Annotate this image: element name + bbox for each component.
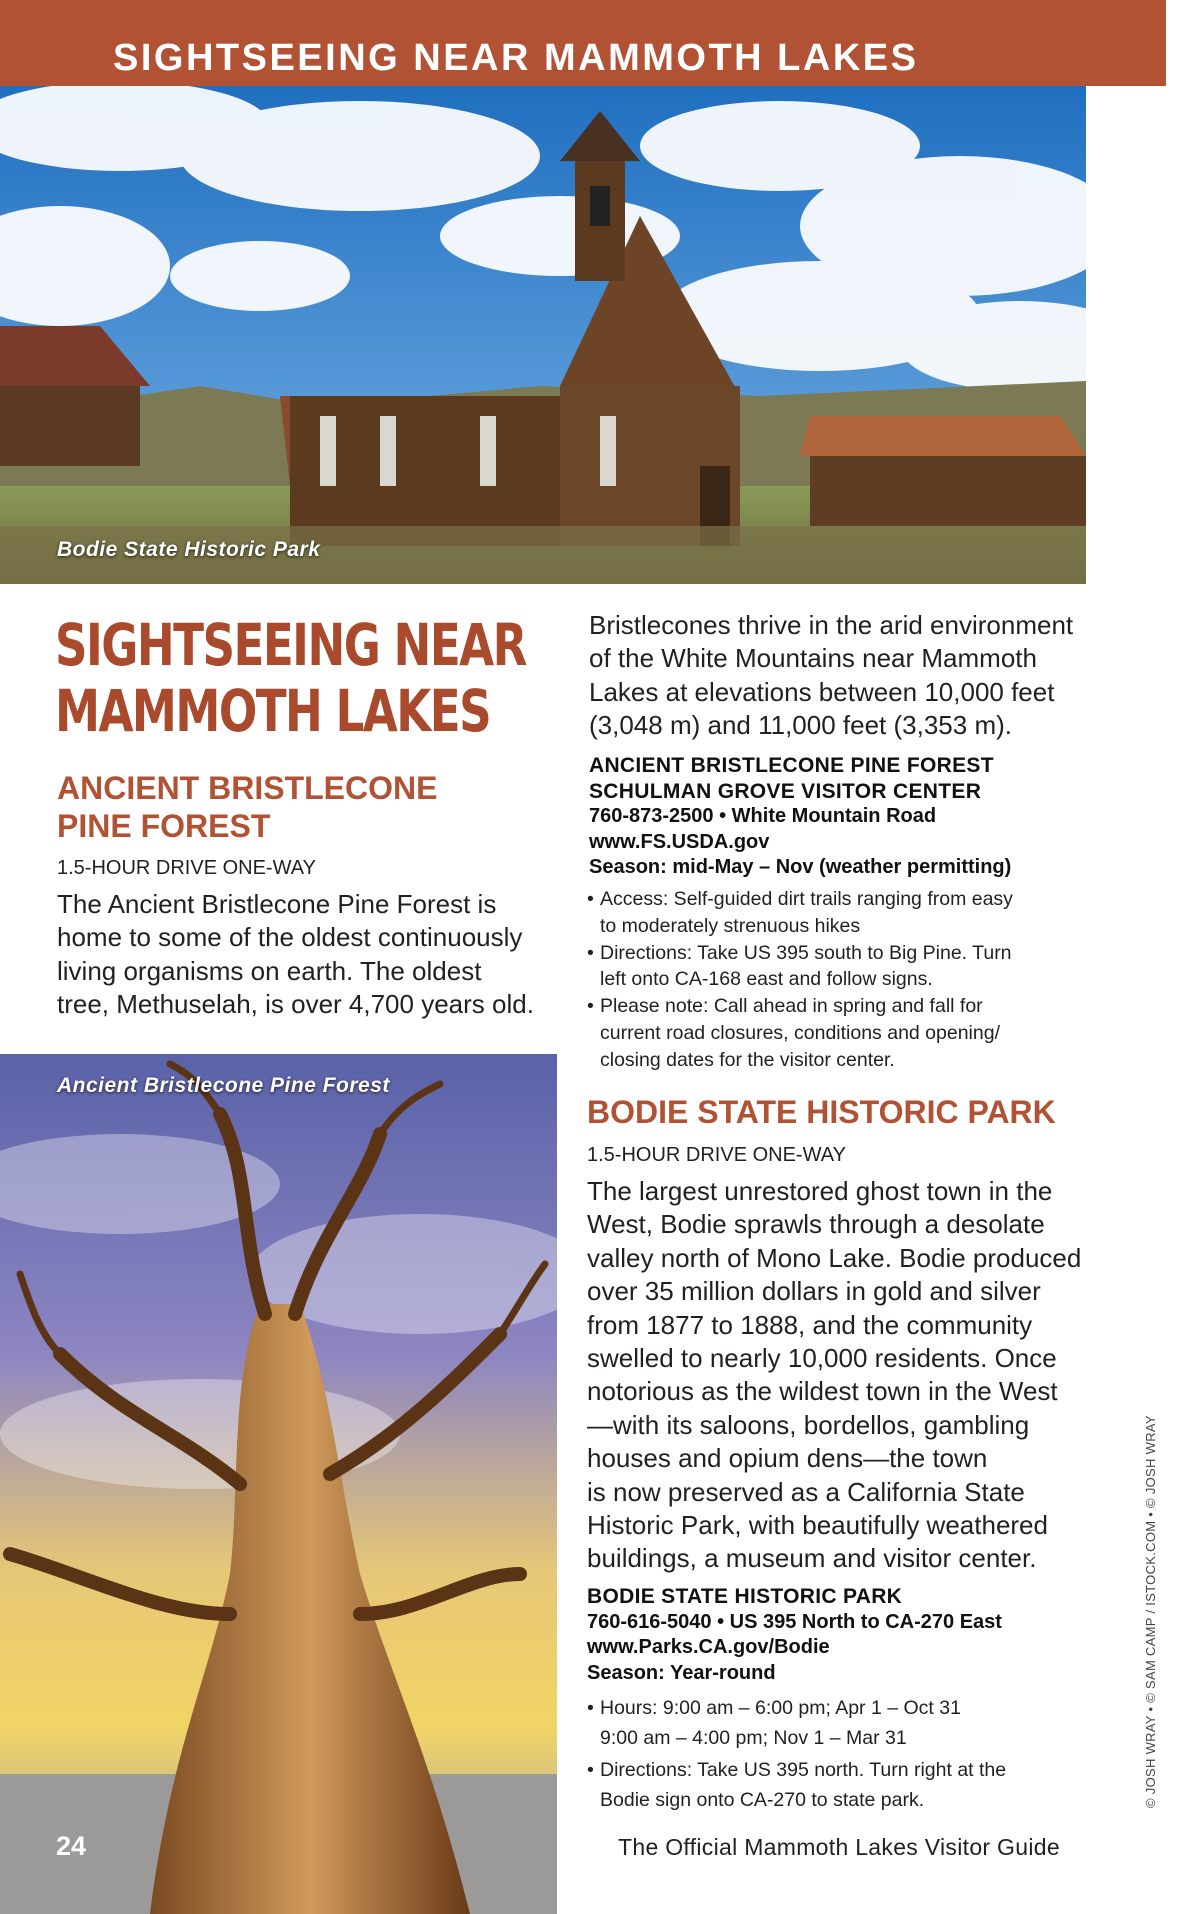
bristlecone-info-name-2: SCHULMAN GROVE VISITOR CENTER	[589, 779, 982, 803]
body-line: swelled to nearly 10,000 residents. Once	[587, 1343, 1057, 1374]
bodie-drive-time: 1.5-HOUR DRIVE ONE-WAY	[587, 1144, 846, 1166]
list-item	[587, 993, 1013, 1073]
bullet-line: to moderately strenuous hikes	[600, 914, 861, 937]
body-line: of the White Mountains near Mammoth	[589, 643, 1037, 674]
bullet-line: • Directions: Take US 395 south to Big Pine. Turn	[600, 941, 1012, 964]
body-line: buildings, a museum and visitor center.	[587, 1543, 1037, 1574]
bullet-line: 9:00 am – 4:00 pm; Nov 1 – Mar 31	[600, 1727, 907, 1749]
bristlecone-info-name-1: ANCIENT BRISTLECONE PINE FOREST	[589, 754, 994, 777]
body-line: West, Bodie sprawls through a desolate	[587, 1209, 1045, 1240]
bristlecone-heading-line-2: PINE FOREST	[57, 808, 271, 844]
body-line: home to some of the oldest continuously	[57, 922, 523, 953]
pine-photo-caption: Ancient Bristlecone Pine Forest	[57, 1074, 390, 1097]
bullet-line: Bodie sign onto CA-270 to state park.	[600, 1789, 925, 1811]
body-line: from 1877 to 1888, and the community	[587, 1309, 1033, 1340]
bristlecone-bullet-list	[587, 886, 1013, 1074]
bodie-bullet-list	[587, 1693, 1006, 1815]
page-title-line-1: SIGHTSEEING NEAR	[55, 611, 526, 679]
body-line: notorious as the wildest town in the West	[587, 1376, 1058, 1407]
bristlecone-body-continued	[589, 609, 1073, 743]
photo-credit: © JOSH WRAY • © SAM CAMP / ISTOCK.COM • © JOSH WRAY	[1143, 1415, 1158, 1808]
bristlecone-pine-photo	[0, 1054, 557, 1914]
list-item	[587, 940, 1013, 994]
banner-title: SIGHTSEEING NEAR MAMMOTH LAKES	[113, 37, 919, 79]
bristlecone-phone-address: 760-873-2500 • White Mountain Road	[589, 805, 937, 827]
bristlecone-season: Season: mid-May – Nov (weather permitting)	[589, 856, 1012, 878]
page-title-line-2: MAMMOTH LAKES	[55, 677, 491, 745]
bodie-info-block	[587, 1584, 1002, 1686]
bodie-body	[587, 1175, 1081, 1576]
bristlecone-heading	[57, 769, 437, 845]
bristlecone-heading-line-1: ANCIENT BRISTLECONE	[57, 770, 438, 806]
bristlecone-drive-time: 1.5-HOUR DRIVE ONE-WAY	[57, 857, 316, 879]
bodie-website-link[interactable]: www.Parks.CA.gov/Bodie	[587, 1636, 830, 1658]
bullet-line: • Hours: 9:00 am – 6:00 pm; Apr 1 – Oct 31	[600, 1697, 961, 1719]
body-line: The Ancient Bristlecone Pine Forest is	[57, 889, 497, 919]
body-line: tree, Methuselah, is over 4,700 years old.	[57, 989, 534, 1020]
body-line: valley north of Mono Lake. Bodie produced	[587, 1242, 1082, 1273]
body-line: Lakes at elevations between 10,000 feet	[589, 676, 1055, 707]
bristlecone-info-block	[589, 753, 1011, 881]
body-line: houses and opium dens—the town	[587, 1443, 988, 1474]
body-line: is now preserved as a California State	[587, 1476, 1025, 1507]
bodie-church-photo	[0, 86, 1086, 584]
footer-title: The Official Mammoth Lakes Visitor Guide	[618, 1834, 1060, 1860]
bristlecone-body	[57, 888, 534, 1022]
body-line: living organisms on earth. The oldest	[57, 955, 482, 986]
bodie-phone-address: 760-616-5040 • US 395 North to CA-270 East	[587, 1610, 1002, 1633]
bodie-photo-caption: Bodie State Historic Park	[57, 538, 321, 561]
body-line: —with its saloons, bordellos, gambling	[587, 1409, 1030, 1440]
bullet-line: • Please note: Call ahead in spring and fall for	[600, 995, 983, 1018]
bodie-season: Season: Year-round	[587, 1661, 776, 1684]
header-banner	[0, 0, 1166, 86]
bullet-line: current road closures, conditions and opening/	[600, 1021, 1000, 1044]
bullet-line: closing dates for the visitor center.	[600, 1048, 895, 1071]
list-item	[587, 1755, 1006, 1815]
bodie-info-name: BODIE STATE HISTORIC PARK	[587, 1585, 903, 1608]
bullet-line: • Access: Self-guided dirt trails ranging from easy	[600, 888, 1013, 910]
body-line: The largest unrestored ghost town in the	[587, 1176, 1053, 1206]
page-title	[55, 611, 526, 745]
bodie-heading: BODIE STATE HISTORIC PARK	[587, 1094, 1056, 1130]
body-line: over 35 million dollars in gold and silver	[587, 1276, 1041, 1307]
body-line: Historic Park, with beautifully weathered	[587, 1510, 1048, 1541]
bullet-line: • Directions: Take US 395 north. Turn right at the	[600, 1759, 1007, 1781]
body-line: Bristlecones thrive in the arid environment	[589, 610, 1074, 640]
bullet-line: left onto CA-168 east and follow signs.	[600, 968, 933, 991]
list-item	[587, 886, 1013, 940]
page-number: 24	[56, 1831, 87, 1861]
bristlecone-website-link[interactable]: www.FS.USDA.gov	[589, 830, 770, 853]
list-item	[587, 1693, 1006, 1753]
body-line: (3,048 m) and 11,000 feet (3,353 m).	[589, 710, 1012, 741]
